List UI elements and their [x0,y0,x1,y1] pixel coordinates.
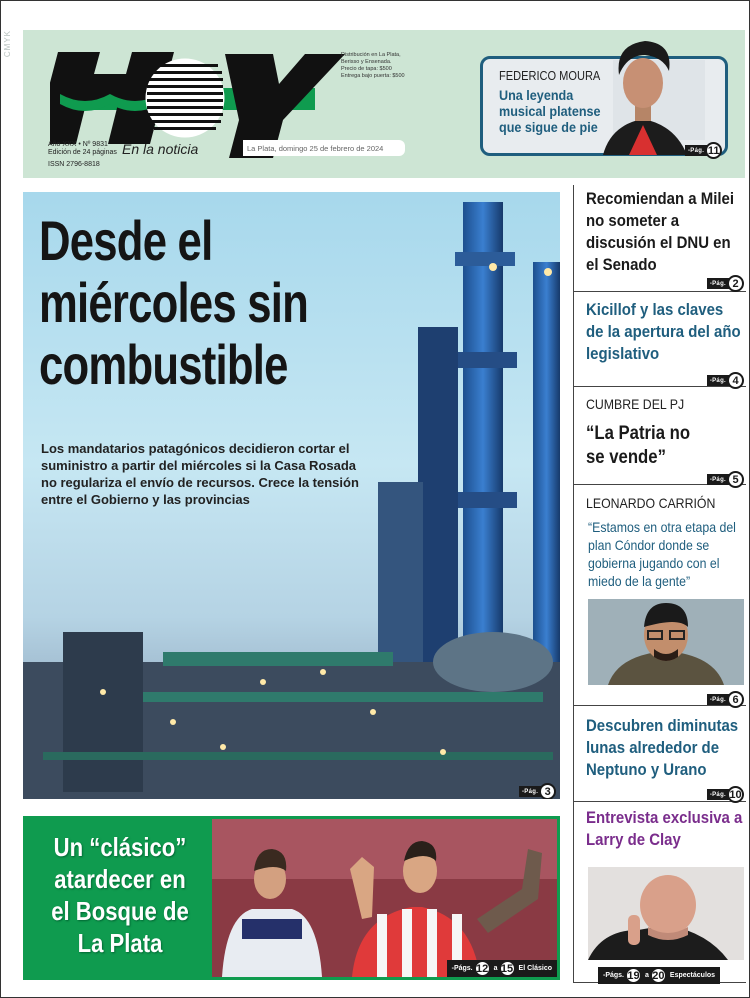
item-title[interactable]: “La Patria no se vende” [586,423,691,468]
tagline: En la noticia [122,141,199,157]
headline-line: miércoles sin [39,271,309,334]
promo-title[interactable]: Una leyenda musical platense que sigue de pie [499,87,601,135]
page-label: -Pág. [519,786,541,797]
page-label: -Pág. [707,694,729,705]
section-label: El Clásico [518,965,552,972]
headline-line: Un “clásico” [53,832,187,862]
page-label: -Pág. [707,474,729,485]
distribution-line: Distribución en La Plata, [341,52,401,58]
item-page-ref[interactable] [707,275,744,292]
page-number: 2 [727,275,744,292]
headline-line: combustible [39,333,288,396]
sidebar-item-carrion[interactable] [574,485,746,706]
page-connector: a [493,965,498,972]
page-number-to: 20 [650,967,667,984]
main-story[interactable] [23,192,560,799]
page-label: -Pág. [707,789,729,800]
sidebar-item-kicillof[interactable] [574,292,746,387]
sidebar-item-larry-de-clay[interactable] [574,802,746,983]
item-title[interactable]: Entrevista exclusiva a Larry de Clay [586,808,743,849]
page-number: 10 [727,786,744,803]
headline-line: atardecer en [54,864,186,894]
sidebar-item-cumbre-pj[interactable] [574,387,746,485]
delivery-price-line: Entrega bajo puerta: $500 [341,73,405,79]
main-page-ref[interactable] [519,783,556,799]
carrion-portrait-photo [588,599,744,685]
main-deck: Los mandatarios patagónicos decidieron cortar el suministro a partir del miércoles si la Casa Rosada no regulariza el envío de recursos. Crece la tensión entre el Gobierno y las provincias [41,441,359,507]
distribution-info [341,52,421,80]
page-number: 5 [727,471,744,488]
larry-page-ref[interactable] [598,967,720,984]
item-kicker: LEONARDO CARRIÓN [586,495,716,511]
page-label: -Pág. [707,375,729,386]
edition-pages: Edición de 24 páginas [48,149,117,156]
item-kicker: CUMBRE DEL PJ [586,396,685,412]
sidebar-item-milei-dnu[interactable] [574,185,746,292]
sidebar-news [573,185,745,983]
distribution-line: Berisso y Ensenada. [341,59,392,65]
issn: ISSN 2796-8818 [48,161,100,168]
headline-line: Desde el [39,209,213,272]
promo-kicker: FEDERICO MOURA [499,68,601,83]
item-page-ref[interactable] [707,786,744,803]
page-number-from: 12 [474,960,491,977]
football-players-photo [212,819,557,977]
item-title[interactable]: Kicillof y las claves de la apertura del año legislativo [586,300,741,363]
page-number: 3 [539,783,556,799]
price-line: Precio de tapa: $500 [341,66,392,72]
headline-line: La Plata [77,928,163,958]
page-number-to: 15 [499,960,516,977]
page-label: -Pág. [707,278,729,289]
issue-number: Año XXX • Nº 9831 [48,141,108,148]
sport-story[interactable] [23,816,560,980]
page-number: 6 [727,691,744,708]
registration-mark: CMYK [3,30,12,58]
sidebar-item-lunas[interactable] [574,706,746,802]
sport-headline[interactable] [44,831,197,959]
main-headline[interactable] [39,210,445,396]
issue-date: La Plata, domingo 25 de febrero de 2024 [243,140,405,156]
promo-page-ref[interactable] [685,142,722,159]
section-label: Espectáculos [669,972,716,979]
larry-de-clay-photo [588,867,744,960]
item-title[interactable]: Recomiendan a Milei no someter a discusión el DNU en el Senado [586,189,734,274]
promo-portrait-photo [585,35,705,155]
sport-page-ref[interactable] [447,960,557,977]
page-number: 11 [705,142,722,159]
issue-info [48,141,117,157]
item-quote[interactable]: “Estamos en otra etapa del plan Cóndor donde se gobierna jugando con el miedo de la gente” [588,519,736,589]
headline-line: el Bosque de [51,896,189,926]
page-number: 4 [727,372,744,389]
page-label: -Págs. [451,965,473,972]
page-number-from: 19 [625,967,642,984]
item-title[interactable]: Descubren diminutas lunas alrededor de Neptuno y Urano [586,716,739,779]
page-label: -Págs. [603,972,625,979]
page-connector: a [645,972,649,979]
page-label: -Pág. [685,145,707,156]
